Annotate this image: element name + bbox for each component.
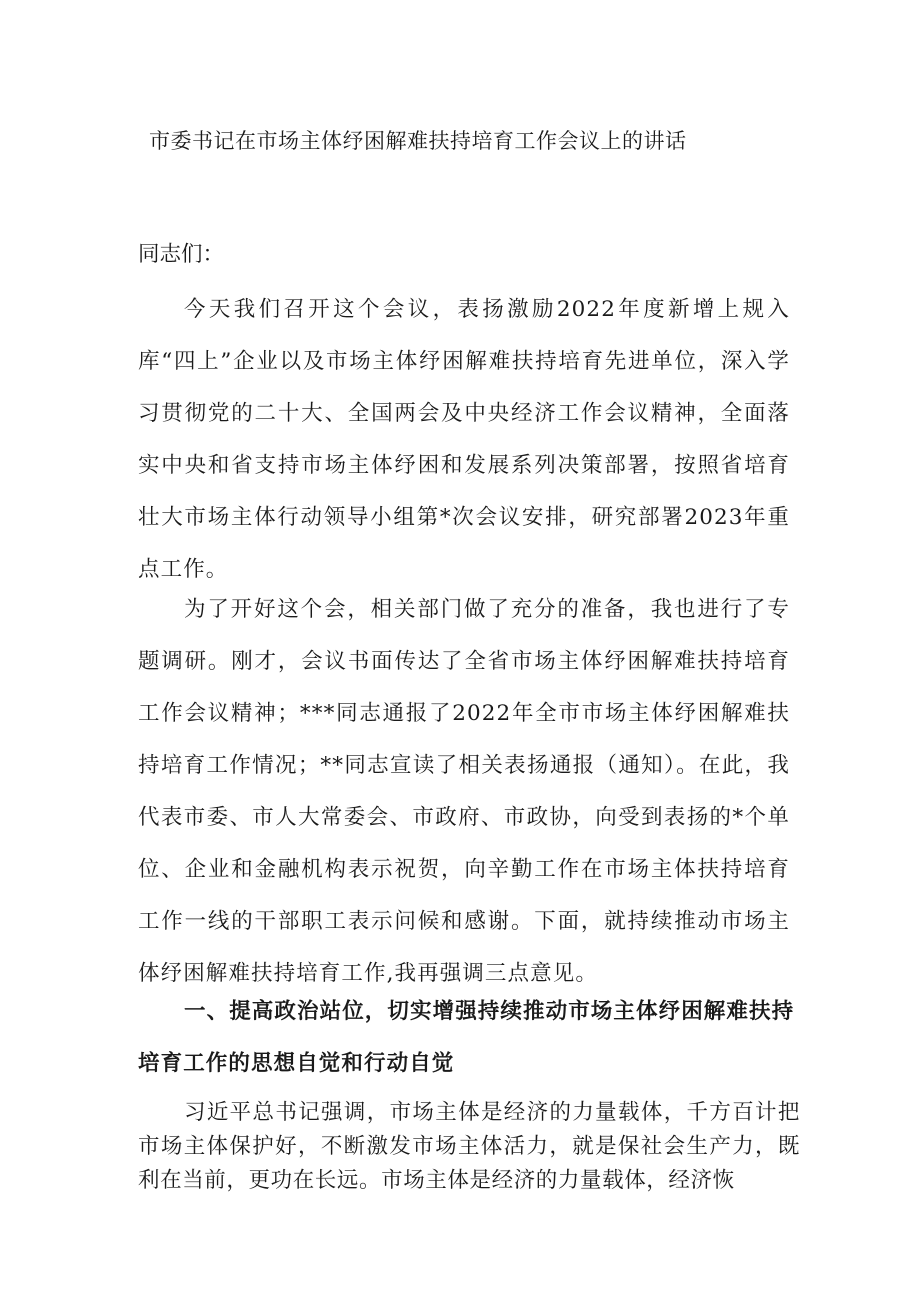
section-paragraph-1: 习近平总书记强调，市场主体是经济的力量载体，千方百计把市场主体保护好，不断激发市场主体活力，就是保社会生产力，既利在当前，更功在长远。市场主体是经济的力量载体，经济恢 xyxy=(138,1100,800,1193)
paragraph-2: 为了开好这个会，相关部门做了充分的准备，我也进行了专题调研。刚才，会议书面传达了全省市场主体纾困解难扶持培育工作会议精神；***同志通报了2022年全市市场主体纾困解难扶持培育工作情况；**同志宣读了相关表扬通报（通知）。在此，我代表市委、市人大常委会、市政府、市政协，向受到表扬的*个单位、企业和金融机构表示祝贺，向辛勤工作在市场主体扶持培育工作一线的干部职工表示问候和感谢。下面，就持续推动市场主体纾困解难扶持培育工作,我再强调三点意见。 xyxy=(138,597,790,986)
document-title: 市委书记在市场主体纾困解难扶持培育工作会议上的讲话 xyxy=(149,129,687,153)
section-heading-1: 一、提高政治站位，切实增强持续推动市场主体纾困解难扶持培育工作的思想自觉和行动自觉 xyxy=(138,999,795,1076)
paragraph-1: 今天我们召开这个会议，表扬激励2022年度新增上规入库“四上”企业以及市场主体纾困解难扶持培育先进单位，深入学习贯彻党的二十大、全国两会及中央经济工作会议精神，全面落实中央和省支持市场主体纾困和发展系列决策部署，按照省培育壮大市场主体行动领导小组第*次会议安排，研究部署2023年重点工作。 xyxy=(138,297,790,582)
salutation: 同志们： xyxy=(138,242,225,267)
